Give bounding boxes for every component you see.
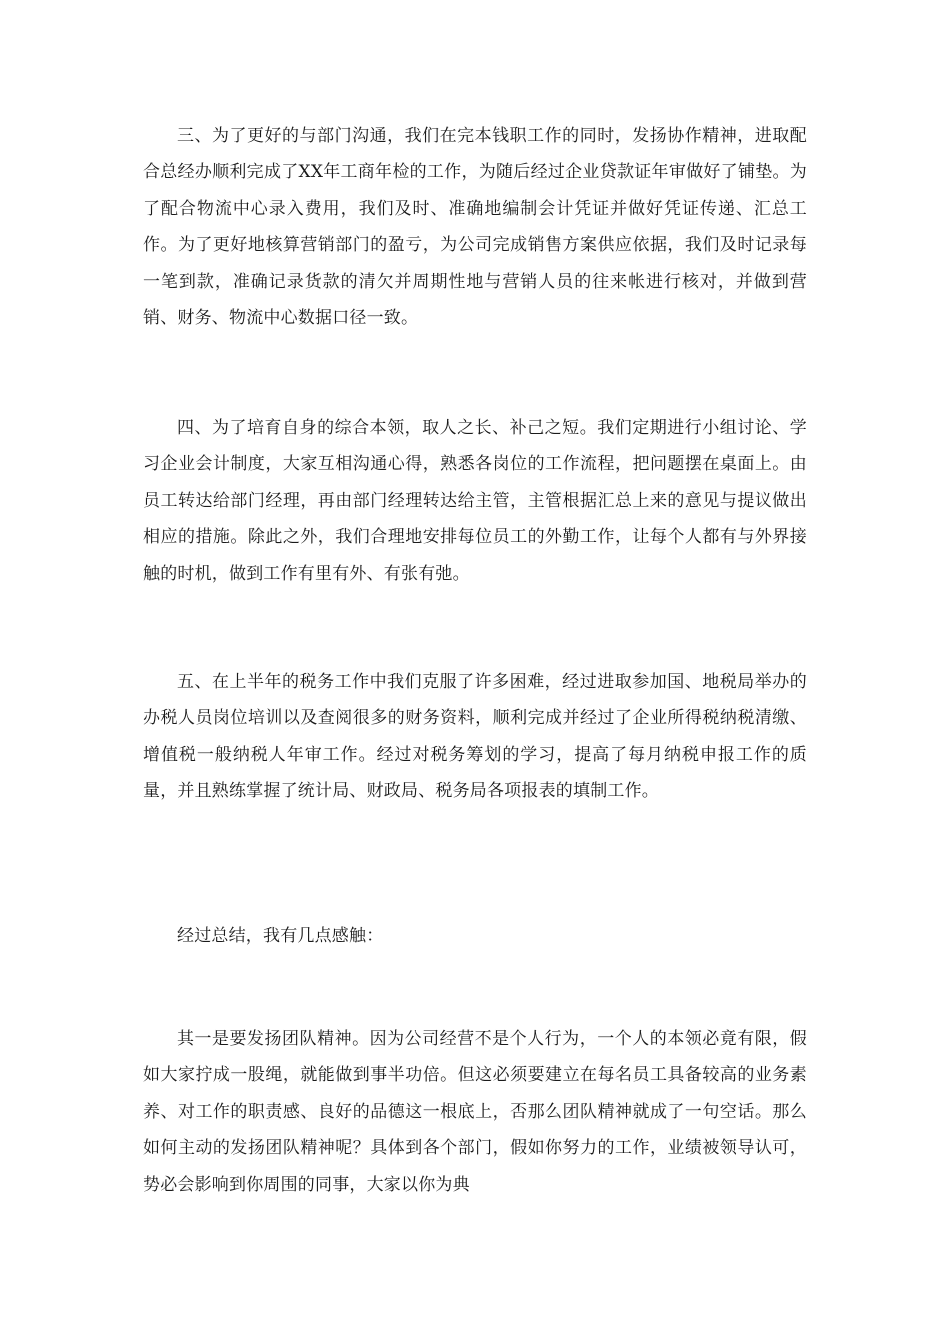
paragraph-team-spirit: 其一是要发扬团队精神。因为公司经营不是个人行为，一个人的本领必竟有限，假如大家拧成一股绳，就能做到事半功倍。但这必须要建立在每名员工具备较高的业务素养、对工作的职责感、良好的品德这一根底上，否那么团队精神就成了一句空话。那么如何主动的发扬团队精神呢？具体到各个部门，假如你努力的工作，业绩被领导认可，势必会影响到你周围的同事，大家以你为典 bbox=[143, 1029, 807, 1195]
paragraph-section-four: 四、为了培育自身的综合本领，取人之长、补己之短。我们定期进行小组讨论、学习企业会计制度，大家互相沟通心得，熟悉各岗位的工作流程，把问题摆在桌面上。由员工转达给部门经理，再由部门经理转达给主管，主管根据汇总上来的意见与提议做出相应的措施。除此之外，我们合理地安排每位员工的外勤工作，让每个人都有与外界接触的时机，做到工作有里有外、有张有弛。 bbox=[143, 418, 807, 584]
paragraph-section-five: 五、在上半年的税务工作中我们克服了许多困难，经过进取参加国、地税局举办的办税人员岗位培训以及查阅很多的财务资料，顺利完成并经过了企业所得税纳税清缴、增值税一般纳税人年审工作。经过对税务筹划的学习，提高了每月纳税申报工作的质量，并且熟练掌握了统计局、财政局、税务局各项报表的填制工作。 bbox=[143, 672, 807, 802]
paragraph-summary-intro: 经过总结，我有几点感触： bbox=[177, 926, 384, 946]
paragraph-section-three: 三、为了更好的与部门沟通，我们在完本钱职工作的同时，发扬协作精神，进取配合总经办顺利完成了XX年工商年检的工作，为随后经过企业贷款证年审做好了铺垫。为了配合物流中心录入费用，我们及时、准确地编制会计凭证并做好凭证传递、汇总工作。为了更好地核算营销部门的盈亏，为公司完成销售方案供应依据，我们及时记录每一笔到款，准确记录货款的清欠并周期性地与营销人员的往来帐进行核对，并做到营销、财务、物流中心数据口径一致。 bbox=[143, 126, 807, 329]
